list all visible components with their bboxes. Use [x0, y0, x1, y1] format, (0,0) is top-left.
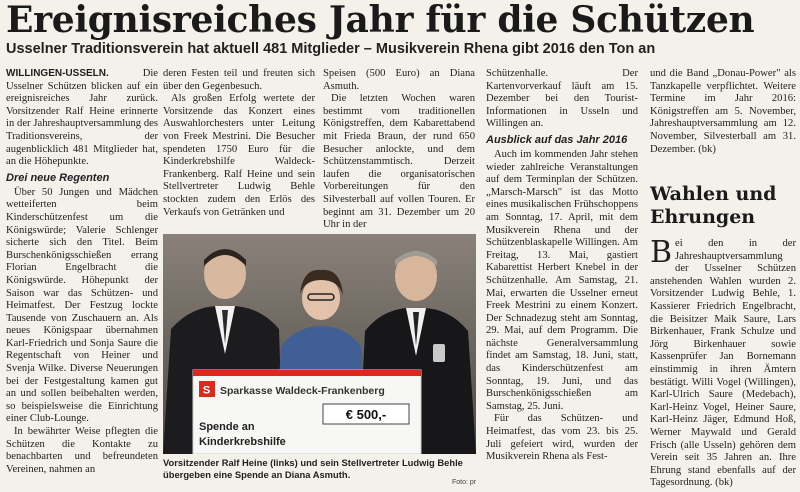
- paragraph-text: Die Usselner Schützen blicken auf ein ereignisreiches Jahr zurück. Vorsitzender Ralf Heine erinnerte in der Jahreshauptversammlung des Traditionsvereins, der augenblicklich 481 Mitglieder hat, an die Höhepunkte.: [6, 68, 158, 168]
- svg-text:S: S: [202, 384, 211, 397]
- paragraph: Schützenhalle. Der Kartenvorverkauf läuft am 15. Dezember bei den Tourist-Informationen in Usseln und Willingen an.: [486, 68, 638, 130]
- paragraph: [6, 68, 158, 169]
- news-photo: [163, 234, 476, 454]
- photo-credit: Foto: pr: [452, 479, 477, 486]
- article-column-2: [163, 68, 315, 219]
- paragraph: Als großen Erfolg wertete der Vorsitzende das Konzert eines Auswahlorchesters unter Leitung von Freek Mestrini. Die Besucher spendeten 1750 Euro für die Kinderkrebshilfe Waldeck-Frankenberg. Ralf Heine und sein Stellvertreter Ludwig Behle stockten zudem den Erlös des Verkaufs von Getränken und: [163, 93, 315, 218]
- paragraph: [650, 235, 796, 490]
- paragraph: Die letzten Wochen waren bestimmt vom traditionellen Königstreffen, dem Kabarettabend mit Frieda Braun, der rund 650 Besucher anlockte, und dem Schützenstammtisch. Derzeit laufen die organisatorischen Vorbereitungen für den Silvesterball auf vollen Touren. Er beginnt am 31. Dezember um 20 Uhr in der: [323, 93, 475, 231]
- photo-caption: Vorsitzender Ralf Heine (links) und sein Stellvertreter Ludwig Behle übergeben eine Spende an Diana Asmuth.: [163, 457, 463, 480]
- section-heading: Ausblick auf das Jahr 2016: [486, 133, 628, 146]
- subheadline: Usselner Traditionsverein hat aktuell 481 Mitglieder – Musikverein Rhena gibt 2016 den Ton an: [6, 41, 656, 57]
- article-column-4: [486, 68, 638, 464]
- paragraph: Über 50 Jungen und Mädchen wetteiferten beim Kinderschützenfest um die Königswürde; Valerie Schlenger sicherte sich den Titel. Beim Burschenkönigsschießen errang Florian Engelbracht die Königswürde. Höhepunkt der Saison war das Schützen- und Heimatfest. Der Festzug lockte Tausende von Zuschauern an. Als neues Königspaar übernahmen Karl-Friedrich und Sonja Saure die Regentschaft von Heiner und Svenja Wilke. Diverse Neuerungen bei der Festgestaltung kamen gut an und sollen beibehalten werden, so beispielsweise die Einrichtung einer Club-Lounge.: [6, 186, 158, 425]
- sidebar-text: [650, 235, 796, 490]
- paragraph: Speisen (500 Euro) an Diana Asmuth.: [323, 68, 475, 92]
- paragraph: deren Festen teil und freuten sich über den Gegenbesuch.: [163, 68, 315, 92]
- article-column-3: [323, 68, 475, 232]
- paragraph-text: ei den in der Jahreshauptversammlung der Usselner Schützen anstehenden Wahlen wurden 2. Vorsitzender Ludwig Behle, 1. Kassierer Friedrich Engelbracht, die Beisitzer Maik Saure, Lars Birkenhauer, Frank Schulze und Jörg Birkenhauer sowie Kassenprüfer Jan Bornemann einstimmig in ihren Ämtern bestätigt. Willi Vogel (Willingen), Karl-Ulrich Saure (Medebach), Karl-Heinz Vogel, Heiner Saure, Karl-Heinz Jäger, Edmund Hoß, Werner Maywald und Gerald Frisch (alle Usseln) gehören dem Verein seit 35 Jahren an. Ihre Ehrung stand ebenfalls auf der Tagesordnung. (bk): [650, 238, 796, 489]
- article-column-1: [6, 68, 158, 476]
- dateline: WILLINGEN-USSELN.: [6, 68, 109, 79]
- photo-illustration: [163, 234, 476, 454]
- check-bank: Sparkasse Waldeck-Frankenberg: [220, 385, 385, 397]
- paragraph: In bewährter Weise pflegten die Schützen die Kontakte zu benachbarten und befreundeten Vereinen, nahmen an: [6, 426, 158, 475]
- check-purpose-line-2: Kinderkrebshilfe: [199, 436, 286, 448]
- sidebar-heading: Wahlen und Ehrungen: [650, 183, 777, 228]
- paragraph: und die Band „Donau-Power" als Tanzkapelle verpflichtet. Weitere Termine im Jahr 2016: Königstreffen am 5. November, Jahreshauptversammlung am 12. November, Silvesterball am 31. Dezember. (bk): [650, 68, 796, 155]
- check-purpose-line-1: Spende an: [199, 421, 255, 433]
- section-heading: Drei neue Regenten: [6, 171, 110, 184]
- article-column-5: [650, 68, 796, 156]
- headline: Ereignisreiches Jahr für die Schützen: [6, 0, 755, 41]
- check-amount: € 500,-: [345, 407, 387, 422]
- paragraph: Für das Schützen- und Heimatfest, das vom 23. bis 25. Juli gefeiert wird, wurden der Musikverein Rhena als Fest-: [486, 413, 638, 463]
- drop-cap: B: [650, 235, 673, 270]
- paragraph: Auch im kommenden Jahr stehen wieder zahlreiche Veranstaltungen auf dem Terminplan der Schützen. „Marsch-Marsch" ist das Motto eines musikalischen Frühschoppens am Sonntag, 17. April, mit dem Musikverein Rhena und der Schützenblaskapelle Willingen. Am Freitag, 13. Mai, gastiert Kabarettist Herbert Knebel in der Schützenhalle. Am Samstag, 21. Mai, erwarten die Usselner erneut Freek Mestrini zu einem Konzert. Der Schnadezug steht am Sonntag, 29. Mai, auf dem Programm. Die nächste Generalversammlung findet am Samstag, 18. Juni, statt, das Kinderschützenfest am Sonntag, 19. Juni, und das Burschenkönigsschießen am Samstag, 25. Juni.: [486, 148, 638, 412]
